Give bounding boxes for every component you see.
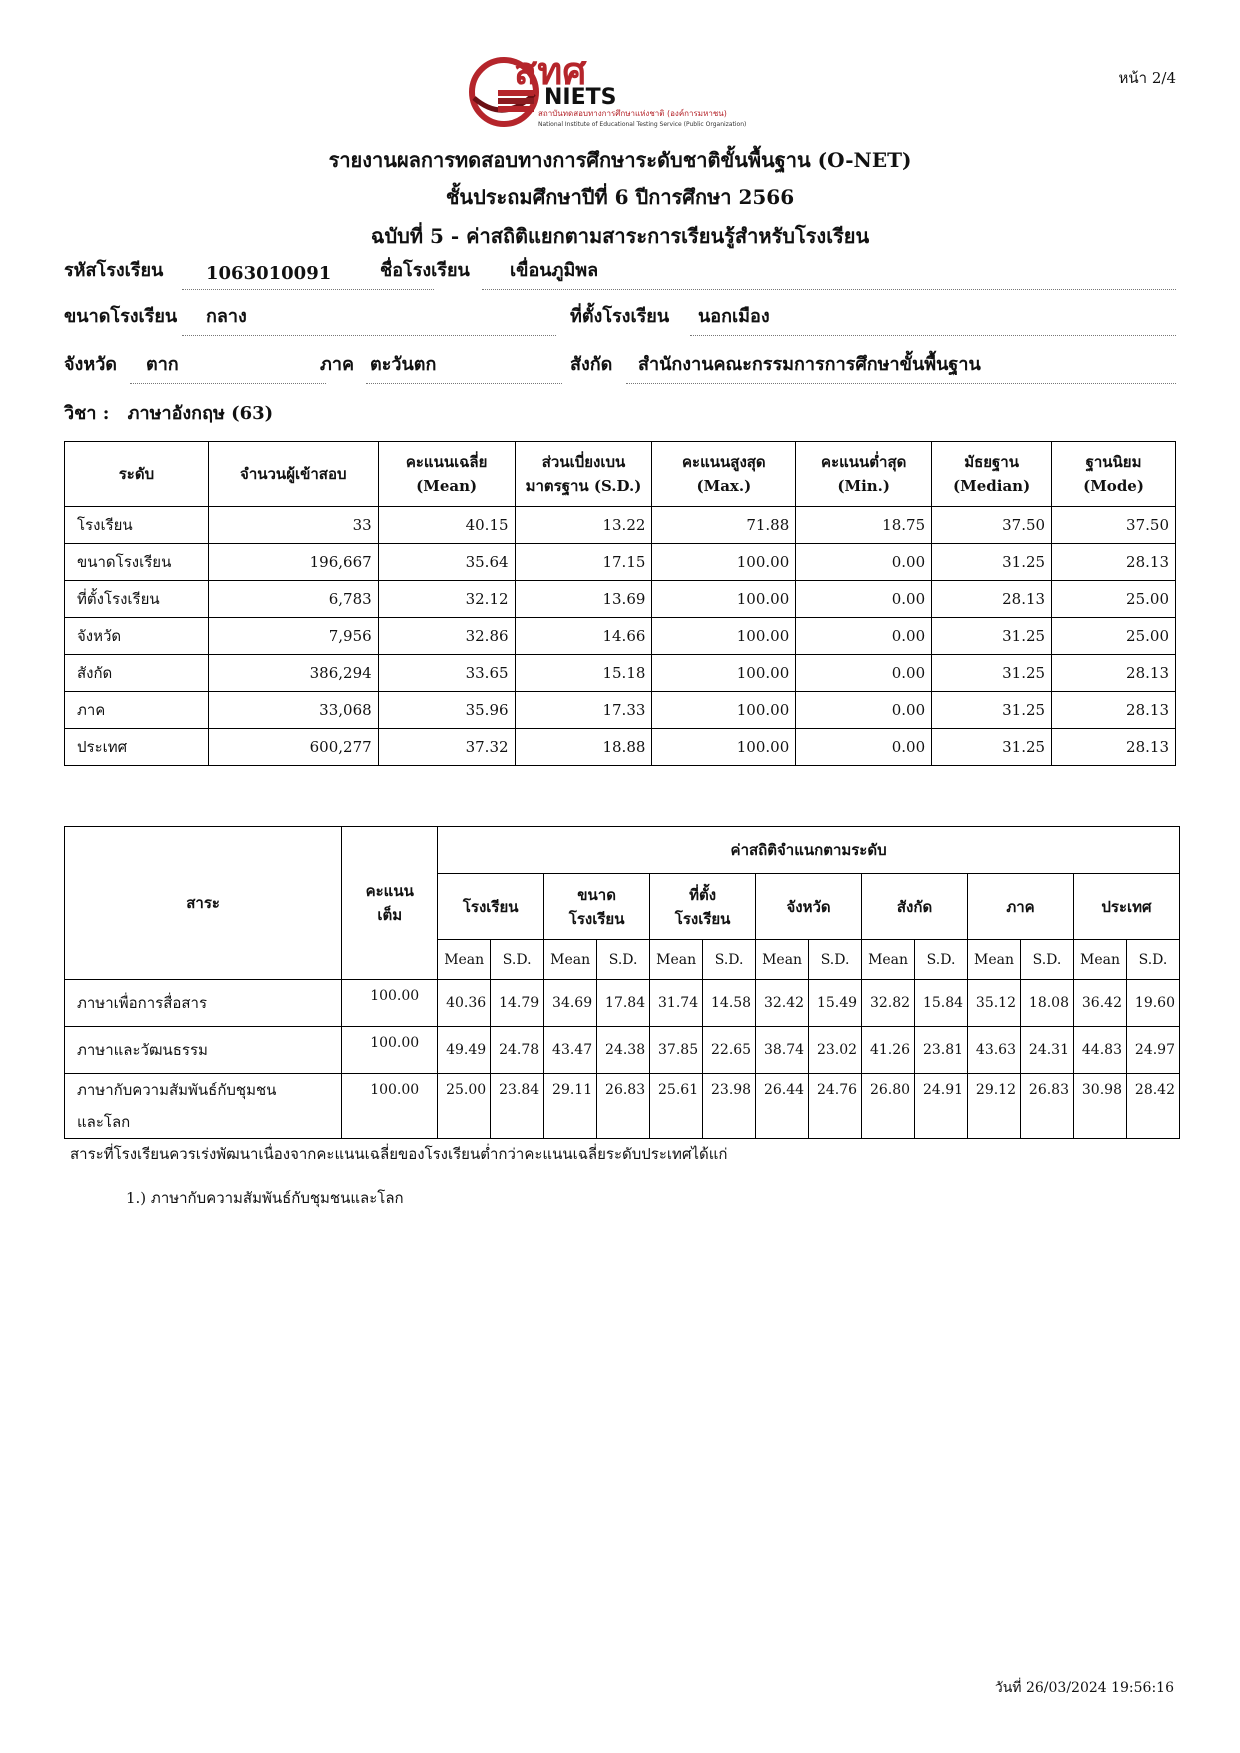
info-row-school [64, 256, 1176, 290]
strand-sd-cell: 15.49 [809, 980, 862, 1027]
strand-mean-cell: 32.42 [756, 980, 809, 1027]
strand-name-cell: ภาษาและวัฒนธรรม [65, 1027, 342, 1074]
stats-row [65, 581, 1176, 618]
info-row-province [64, 350, 1176, 384]
stats-value-cell: 35.96 [378, 692, 515, 729]
subject-value: ภาษาอังกฤษ (63) [127, 403, 274, 424]
report-subtitle-grade: ชั้นประถมศึกษาปีที่ 6 ปีการศึกษา 2566 [445, 185, 795, 209]
strand-sd-cell: 24.31 [1021, 1027, 1074, 1074]
header-sd-sub: S.D. [597, 940, 650, 980]
strand-sd-cell: 18.08 [1021, 980, 1074, 1027]
header-strand: สาระ [65, 827, 342, 980]
level-stats-table [64, 441, 1176, 766]
stats-level-cell: จังหวัด [65, 618, 209, 655]
strand-full-score-cell: 100.00 [342, 980, 438, 1027]
province-value: ตาก [146, 354, 179, 375]
header-level-group: จังหวัด [756, 874, 862, 940]
stats-value-cell: 0.00 [796, 655, 932, 692]
strand-sd-cell: 24.91 [915, 1074, 968, 1139]
stats-value-cell: 100.00 [652, 692, 796, 729]
header-mean-sub: Mean [1074, 940, 1127, 980]
stats-value-cell: 31.25 [932, 692, 1052, 729]
strand-row [65, 1027, 1180, 1074]
stats-value-cell: 71.88 [652, 507, 796, 544]
strand-mean-cell: 43.47 [544, 1027, 597, 1074]
header-max: คะแนนสูงสุด (Max.) [652, 442, 796, 507]
province-label: จังหวัด [64, 354, 117, 375]
strand-mean-cell: 32.82 [862, 980, 915, 1027]
strand-sd-cell: 28.42 [1126, 1074, 1179, 1139]
strand-full-score-cell: 100.00 [342, 1074, 438, 1139]
strand-mean-cell: 37.85 [650, 1027, 703, 1074]
page-number: หน้า 2/4 [1118, 69, 1176, 87]
header-mean-sub: Mean [862, 940, 915, 980]
strand-row [65, 980, 1180, 1027]
stats-value-cell: 28.13 [1052, 544, 1176, 581]
region-value: ตะวันตก [370, 354, 437, 375]
stats-value-cell: 32.12 [378, 581, 515, 618]
stats-value-cell: 100.00 [652, 618, 796, 655]
strand-mean-cell: 38.74 [756, 1027, 809, 1074]
logo-thai-text: สทศ [514, 54, 587, 93]
stats-value-cell: 35.64 [378, 544, 515, 581]
school-size-value: กลาง [206, 306, 247, 327]
header-mean-sub: Mean [968, 940, 1021, 980]
school-code-value: 1063010091 [206, 263, 332, 284]
stats-level-cell: ภาค [65, 692, 209, 729]
stats-value-cell: 0.00 [796, 544, 932, 581]
stats-row [65, 618, 1176, 655]
strand-sd-cell: 24.78 [491, 1027, 544, 1074]
niets-logo-mark [468, 54, 756, 130]
strand-sd-cell: 17.84 [597, 980, 650, 1027]
stats-value-cell: 600,277 [208, 729, 378, 766]
strand-mean-cell: 44.83 [1074, 1027, 1127, 1074]
strand-sd-cell: 23.84 [491, 1074, 544, 1139]
header-level-group: ขนาด โรงเรียน [544, 874, 650, 940]
stats-value-cell: 100.00 [652, 544, 796, 581]
strand-mean-cell: 30.98 [1074, 1074, 1127, 1139]
improvement-note: สาระที่โรงเรียนควรเร่งพัฒนาเนื่องจากคะแนนเฉลี่ยของโรงเรียนต่ำกว่าคะแนนเฉลี่ยระดับประเทศได้แก่ [70, 1145, 728, 1163]
stats-value-cell: 37.50 [932, 507, 1052, 544]
stats-value-cell: 100.00 [652, 655, 796, 692]
stats-value-cell: 32.86 [378, 618, 515, 655]
strand-mean-cell: 29.12 [968, 1074, 1021, 1139]
stats-value-cell: 0.00 [796, 692, 932, 729]
header-min: คะแนนต่ำสุด (Min.) [796, 442, 932, 507]
logo-en-text: NIETS [544, 85, 617, 110]
strand-sd-cell: 15.84 [915, 980, 968, 1027]
stats-row [65, 507, 1176, 544]
strand-full-score-cell: 100.00 [342, 1027, 438, 1074]
stats-value-cell: 25.00 [1052, 581, 1176, 618]
header-mean-sub: Mean [438, 940, 491, 980]
report-title: รายงานผลการทดสอบทางการศึกษาระดับชาติขั้นพื้นฐาน (O-NET) [328, 148, 912, 172]
strand-sd-cell: 26.83 [1021, 1074, 1074, 1139]
strand-mean-cell: 35.12 [968, 980, 1021, 1027]
header-mean: คะแนนเฉลี่ย (Mean) [378, 442, 515, 507]
affiliation-label: สังกัด [570, 354, 613, 375]
strand-mean-cell: 26.44 [756, 1074, 809, 1139]
header-level: ระดับ [65, 442, 209, 507]
stats-value-cell: 33.65 [378, 655, 515, 692]
header-mean-sub: Mean [650, 940, 703, 980]
stats-value-cell: 31.25 [932, 544, 1052, 581]
stats-value-cell: 31.25 [932, 655, 1052, 692]
stats-value-cell: 25.00 [1052, 618, 1176, 655]
header-mean-sub: Mean [544, 940, 597, 980]
strand-mean-cell: 25.00 [438, 1074, 491, 1139]
stats-row [65, 655, 1176, 692]
header-mode: ฐานนิยม (Mode) [1052, 442, 1176, 507]
stats-level-cell: ประเทศ [65, 729, 209, 766]
school-name-value: เขื่อนภูมิพล [510, 260, 599, 281]
strand-name-cell: ภาษาเพื่อการสื่อสาร [65, 980, 342, 1027]
school-code-label: รหัสโรงเรียน [64, 260, 164, 281]
header-median: มัธยฐาน (Median) [932, 442, 1052, 507]
stats-value-cell: 0.00 [796, 618, 932, 655]
stats-level-cell: ขนาดโรงเรียน [65, 544, 209, 581]
improvement-item: 1.) ภาษากับความสัมพันธ์กับชุมชนและโลก [126, 1189, 404, 1207]
strand-sd-cell: 14.79 [491, 980, 544, 1027]
stats-value-cell: 100.00 [652, 581, 796, 618]
strand-sd-cell: 24.97 [1126, 1027, 1179, 1074]
stats-header-row [65, 442, 1176, 507]
strand-sd-cell: 26.83 [597, 1074, 650, 1139]
header-level-group: สังกัด [862, 874, 968, 940]
report-subtitle-edition: ฉบับที่ 5 - ค่าสถิติแยกตามสาระการเรียนรู้สำหรับโรงเรียน [370, 224, 870, 248]
stats-value-cell: 0.00 [796, 729, 932, 766]
strand-sd-cell: 24.38 [597, 1027, 650, 1074]
strand-sd-cell: 14.58 [703, 980, 756, 1027]
stats-value-cell: 13.22 [515, 507, 652, 544]
stats-value-cell: 18.88 [515, 729, 652, 766]
region-label: ภาค [320, 354, 355, 375]
location-label: ที่ตั้งโรงเรียน [570, 306, 670, 327]
strand-sd-cell: 23.02 [809, 1027, 862, 1074]
strand-mean-cell: 34.69 [544, 980, 597, 1027]
stats-value-cell: 28.13 [1052, 692, 1176, 729]
stats-value-cell: 14.66 [515, 618, 652, 655]
stats-value-cell: 17.33 [515, 692, 652, 729]
stats-value-cell: 0.00 [796, 581, 932, 618]
strand-mean-cell: 41.26 [862, 1027, 915, 1074]
stats-value-cell: 15.18 [515, 655, 652, 692]
strand-mean-cell: 49.49 [438, 1027, 491, 1074]
header-sd-sub: S.D. [1126, 940, 1179, 980]
stats-row [65, 729, 1176, 766]
stats-row [65, 544, 1176, 581]
strand-sd-cell: 19.60 [1126, 980, 1179, 1027]
logo-thai-subtitle: สถาบันทดสอบทางการศึกษาแห่งชาติ (องค์การมหาชน) [538, 109, 727, 118]
school-name-label: ชื่อโรงเรียน [380, 260, 470, 281]
strand-mean-cell: 26.80 [862, 1074, 915, 1139]
stats-value-cell: 386,294 [208, 655, 378, 692]
affiliation-value: สำนักงานคณะกรรมการการศึกษาขั้นพื้นฐาน [638, 354, 981, 375]
strand-header-row-1 [65, 827, 1180, 874]
header-sd-sub: S.D. [809, 940, 862, 980]
stats-value-cell: 31.25 [932, 618, 1052, 655]
stats-level-cell: โรงเรียน [65, 507, 209, 544]
print-date: วันที่ 26/03/2024 19:56:16 [994, 1680, 1174, 1696]
subject-label: วิชา : [64, 403, 110, 424]
stats-value-cell: 7,956 [208, 618, 378, 655]
header-level-group: ประเทศ [1074, 874, 1180, 940]
strand-sd-cell: 23.81 [915, 1027, 968, 1074]
strand-mean-cell: 43.63 [968, 1027, 1021, 1074]
logo-en-subtitle: National Institute of Educational Testing Service (Public Organization) [538, 121, 747, 128]
strand-stats-table [64, 826, 1180, 1139]
stats-value-cell: 28.13 [1052, 729, 1176, 766]
strand-sd-cell: 23.98 [703, 1074, 756, 1139]
header-sd-sub: S.D. [915, 940, 968, 980]
strand-mean-cell: 25.61 [650, 1074, 703, 1139]
strand-sd-cell: 24.76 [809, 1074, 862, 1139]
stats-value-cell: 18.75 [796, 507, 932, 544]
header-examinees: จำนวนผู้เข้าสอบ [208, 442, 378, 507]
stats-value-cell: 40.15 [378, 507, 515, 544]
stats-value-cell: 37.50 [1052, 507, 1176, 544]
header-sd-sub: S.D. [491, 940, 544, 980]
header-sd-sub: S.D. [1021, 940, 1074, 980]
stats-value-cell: 31.25 [932, 729, 1052, 766]
strand-row [65, 1074, 1180, 1139]
header-mean-sub: Mean [756, 940, 809, 980]
stats-value-cell: 17.15 [515, 544, 652, 581]
stats-value-cell: 196,667 [208, 544, 378, 581]
strand-mean-cell: 31.74 [650, 980, 703, 1027]
school-size-label: ขนาดโรงเรียน [64, 306, 178, 327]
location-value: นอกเมือง [698, 306, 770, 327]
stats-value-cell: 28.13 [932, 581, 1052, 618]
strand-mean-cell: 36.42 [1074, 980, 1127, 1027]
stats-value-cell: 6,783 [208, 581, 378, 618]
header-sd-sub: S.D. [703, 940, 756, 980]
strand-mean-cell: 29.11 [544, 1074, 597, 1139]
header-sd: ส่วนเบี่ยงเบน มาตรฐาน (S.D.) [515, 442, 652, 507]
niets-logo [468, 54, 756, 130]
stats-value-cell: 33 [208, 507, 378, 544]
stats-value-cell: 33,068 [208, 692, 378, 729]
stats-value-cell: 13.69 [515, 581, 652, 618]
header-level-group: ที่ตั้ง โรงเรียน [650, 874, 756, 940]
strand-sd-cell: 22.65 [703, 1027, 756, 1074]
strand-mean-cell: 40.36 [438, 980, 491, 1027]
subject-line [64, 398, 273, 427]
stats-value-cell: 100.00 [652, 729, 796, 766]
header-stats-by-level: ค่าสถิติจำแนกตามระดับ [438, 827, 1180, 874]
header-level-group: โรงเรียน [438, 874, 544, 940]
header-full-score: คะแนน เต็ม [342, 827, 438, 980]
stats-level-cell: ที่ตั้งโรงเรียน [65, 581, 209, 618]
info-row-size-location [64, 302, 1176, 336]
stats-row [65, 692, 1176, 729]
stats-level-cell: สังกัด [65, 655, 209, 692]
stats-value-cell: 28.13 [1052, 655, 1176, 692]
header-level-group: ภาค [968, 874, 1074, 940]
strand-name-cell: ภาษากับความสัมพันธ์กับชุมชน และโลก [65, 1074, 342, 1139]
stats-value-cell: 37.32 [378, 729, 515, 766]
